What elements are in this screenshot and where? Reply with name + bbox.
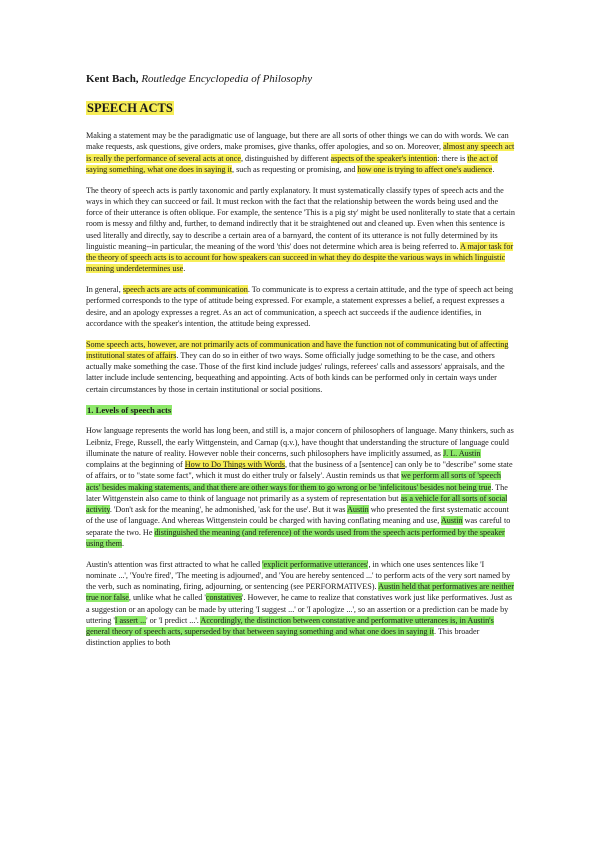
paragraph-1 xyxy=(86,130,515,175)
highlight-green: Austin xyxy=(440,516,463,526)
paragraph-2 xyxy=(86,185,515,275)
highlight-yellow-underlined: How to Do Things with Words xyxy=(184,460,285,469)
text-run: , that the business of a [sentence] can only be to "describe" some state of affairs, or to "state some fact", which it must do either truly or falsely'. Austin reminds us that xyxy=(86,460,513,481)
highlight-yellow: speech acts are acts of communication xyxy=(122,285,248,294)
highlight-yellow: A major task for the theory of speech acts is to account for how speakers can succeed in what they do despite the various ways in which linguistic meaning underdetermines use xyxy=(86,241,514,274)
text-run: complains at the beginning of xyxy=(86,460,183,469)
text-run: , such as requesting or promising, and xyxy=(232,164,356,174)
text-run: , unlike what he called ' xyxy=(128,593,206,603)
highlight-green: constatives xyxy=(205,593,243,603)
text-run: . The later Wittgenstein also came to think of language not primarily as a system of representation but xyxy=(86,482,508,503)
text-run: . xyxy=(183,264,186,274)
text-run: . xyxy=(121,538,124,548)
text-run: : there is xyxy=(437,153,466,163)
paragraph-5 xyxy=(86,425,515,549)
text-run: . They can do so in either of two ways. Some officially judge something to be the case, and others actually make something the case. Those of the first kind include judges' rulings, referees' calls and assessors' appraisals, and the latter include include sentencing, bequeathing and appointing. Acts of both kinds can be performed only in certain ways under certain circumstances by those in certain institutional or social positions. xyxy=(86,350,505,394)
text-run: . xyxy=(492,164,495,174)
text-run: Making a statement may be the paradigmatic use of language, but there are all sorts of other things we can do with words. We can make requests, ask questions, give orders, make promises, give thanks, offer apologies, and so on. Moreover, xyxy=(86,131,509,152)
highlight-green: Accordingly, the distinction between constative and performative utterances is, in Austin's general theory of speech acts, superseded by that between saying something and what one does in saying it xyxy=(86,615,494,636)
section-heading-highlight: 1. Levels of speech acts xyxy=(87,405,172,416)
highlight-yellow: almost any speech act is really the performance of several acts at once xyxy=(86,142,515,163)
paragraph-6 xyxy=(86,559,515,649)
source-title: Routledge Encyclopedia of Philosophy xyxy=(141,73,313,85)
text-run: '. However, he came to realize that constatives work just like performatives. Just as a suggestion or an apology can be made by uttering 'I suggest ...' or 'I apologize ...', so an assertion or a prediction can be made by uttering ' xyxy=(86,593,513,625)
text-run: ' or 'I predict ...'. xyxy=(146,615,199,625)
highlight-yellow: Some speech acts, however, are not primarily acts of communication and have the function not of communicating but of affecting institutional states of affairs xyxy=(86,339,509,360)
author-name: Kent Bach, xyxy=(86,73,139,85)
highlight-yellow: aspects of the speaker's intention xyxy=(330,153,438,163)
highlight-green: J. L. Austin xyxy=(442,448,481,458)
title-highlight: SPEECH ACTS xyxy=(87,101,173,115)
text-run: The theory of speech acts is partly taxonomic and partly explanatory. It must systematically classify types of speech acts and the ways in which they can succeed or fail. It must reckon with the fact that the relationship between the words being used and the force of their utterance is often oblique. For example, the sentence 'This is a pig sty' might be used nonliterally to state that a certain room is messy and filthy and, further, to demand indirectly that it be straightened out and cleaned up. Even when this sentence is used literally and directly, say to describe a certain area of a barnyard, the content of its utterance is not fully determined by its linguistic meaning--in particular, the meaning of the word 'this' does not determine which area is being referred to. xyxy=(86,185,515,251)
text-run: , distinguished by different xyxy=(240,153,329,163)
text-run: was careful to separate the two. He xyxy=(86,516,511,537)
highlight-green: I assert ... xyxy=(114,615,147,625)
document-title xyxy=(86,100,515,116)
highlight-green: distinguished the meaning (and reference) of the words used from the speech acts performed by the speaker using them xyxy=(86,527,505,548)
highlight-yellow: how one is trying to affect one's audience xyxy=(357,164,493,174)
text-run: In general, xyxy=(86,285,121,294)
text-run: , in which one uses sentences like 'I nominate ...', 'You're fired', 'The meeting is adjourned', and 'You are hereby sentenced ...' to perform acts of the very sort named by the verb, such as nominating, firing, adjourning, or sentencing (see PERFORMATIVES). xyxy=(86,559,511,591)
text-run: Austin's attention was first attracted to what he called xyxy=(86,559,261,569)
highlight-green: Austin xyxy=(347,505,369,514)
paragraph-3 xyxy=(86,284,515,329)
highlight-green: we perform all sorts of 'speech acts' besides making statements, and that there are other ways for them to go wrong or be 'infelicitous' besides not being true xyxy=(86,471,501,492)
highlight-green: Austin held that performatives are neither true nor false xyxy=(86,582,514,603)
paragraph-4 xyxy=(86,339,515,395)
section-heading xyxy=(86,404,515,416)
highlight-green: 'explicit performative utterances' xyxy=(262,559,369,569)
text-run: . 'Don't ask for the meaning', he admonished, 'ask for the use'. But it was xyxy=(109,505,346,514)
text-run: . This broader distinction applies to both xyxy=(86,627,480,648)
text-run: How language represents the world has long been, and still is, a major concern of philosophers of language. Many thinkers, such as Leibniz, Frege, Russell, the early Wittgenstein, and Carnap (q.v.), have thought that understanding the structure of language could illuminate the nature of reality. However noble their concerns, such philosophers have implicitly assumed, as xyxy=(86,426,514,458)
text-run: who presented the first systematic account of the use of language. And whereas Wittgenstein could be charged with having conflating meaning and use, xyxy=(86,505,509,526)
highlight-yellow: the act of saying something, what one does in saying it xyxy=(86,153,498,174)
text-run: . To communicate is to express a certain attitude, and the type of speech act being performed corresponds to the type of attitude being expressed. For example, a statement expresses a belief, a request expresses a desire, and an apology expresses a regret. As an act of communication, a speech act succeeds if the audience identifies, in accordance with the speaker's intention, the attitude being expressed. xyxy=(86,285,514,328)
highlight-green: as a vehicle for all sorts of social activity xyxy=(86,493,508,514)
document-header xyxy=(86,72,515,86)
